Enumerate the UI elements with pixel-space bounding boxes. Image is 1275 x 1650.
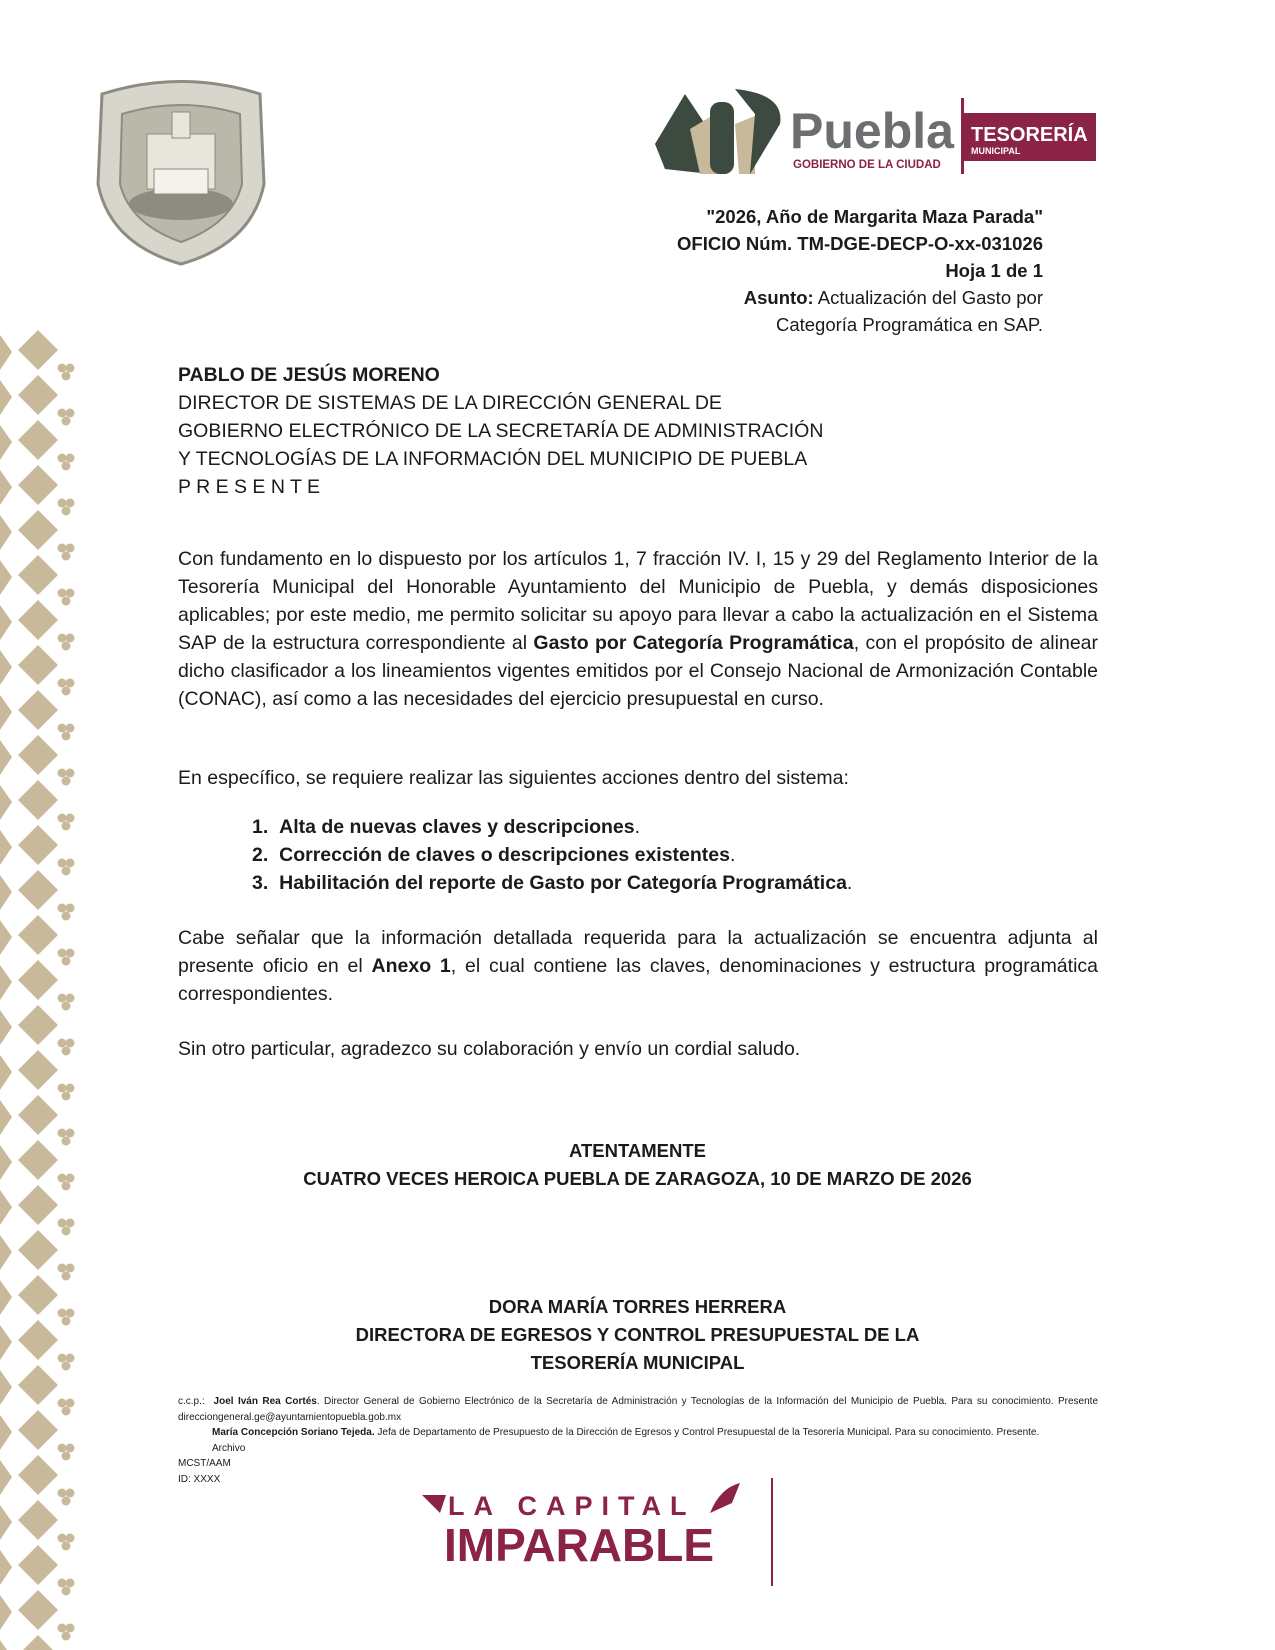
border-half-diamond <box>0 605 12 640</box>
signer-title-2: TESORERÍA MUNICIPAL <box>530 1352 745 1373</box>
svg-text:GOBIERNO DE LA CIUDAD: GOBIERNO DE LA CIUDAD <box>793 159 941 171</box>
border-clover <box>62 957 71 966</box>
border-clover <box>62 417 71 426</box>
border-clover <box>62 1497 71 1506</box>
ccp-2: María Concepción Soriano Tejeda. Jefa de Departamento de Presupuesto de la Dirección de Egresos y Control Presupuestal de la Tesorería Municipal. Para su conocimiento. Presente. <box>212 1427 1040 1438</box>
border-clover <box>62 1227 71 1236</box>
border-half-diamond <box>0 1505 12 1540</box>
border-diamond <box>18 1545 58 1585</box>
border-clover <box>58 1399 67 1408</box>
svg-text:MUNICIPAL: MUNICIPAL <box>971 146 1021 156</box>
puebla-wordmark: Puebla <box>790 103 954 159</box>
border-half-diamond <box>0 965 12 1000</box>
border-half-diamond <box>0 560 12 595</box>
border-diamond <box>18 1410 58 1450</box>
border-clover <box>62 1092 71 1101</box>
border-half-diamond <box>0 1550 12 1585</box>
border-clover <box>66 1399 75 1408</box>
border-diamond <box>18 1050 58 1090</box>
recipient-title-2: GOBIERNO ELECTRÓNICO DE LA SECRETARÍA DE ADMINISTRACIÓN <box>178 420 824 442</box>
border-diamond <box>18 330 58 370</box>
border-clover <box>58 1039 67 1048</box>
border-clover <box>66 949 75 958</box>
border-half-diamond <box>0 1595 12 1630</box>
border-clover <box>62 642 71 651</box>
border-clover <box>66 1219 75 1228</box>
border-diamond <box>18 420 58 460</box>
border-clover <box>62 597 71 606</box>
recipient-title-3: Y TECNOLOGÍAS DE LA INFORMACIÓN DEL MUNICIPIO DE PUEBLA <box>178 448 808 470</box>
border-half-diamond <box>0 875 12 910</box>
border-clover <box>58 1579 67 1588</box>
border-clover <box>58 364 67 373</box>
border-clover <box>66 1489 75 1498</box>
border-diamond <box>18 1635 58 1650</box>
border-clover <box>62 912 71 921</box>
border-diamond <box>18 1590 58 1630</box>
initials: MCST/AAM <box>178 1458 231 1469</box>
border-clover <box>66 1264 75 1273</box>
oficio-number: OFICIO Núm. TM-DGE-DECP-O-xx-031026 <box>677 233 1043 254</box>
border-clover <box>66 1579 75 1588</box>
border-clover <box>62 867 71 876</box>
border-clover <box>66 364 75 373</box>
border-diamond <box>18 600 58 640</box>
svg-text:LA CAPITAL: LA CAPITAL <box>448 1491 696 1521</box>
border-clover <box>58 859 67 868</box>
border-clover <box>66 994 75 1003</box>
signer-name: DORA MARÍA TORRES HERRERA <box>488 1296 787 1317</box>
border-diamond <box>18 825 58 865</box>
border-diamond <box>18 1095 58 1135</box>
border-clover <box>66 904 75 913</box>
border-diamond <box>18 870 58 910</box>
border-clover <box>62 1632 71 1641</box>
border-half-diamond <box>0 695 12 730</box>
border-clover <box>58 1084 67 1093</box>
border-clover <box>66 1444 75 1453</box>
border-half-diamond <box>0 920 12 955</box>
svg-text:TESORERÍA: TESORERÍA <box>971 124 1088 146</box>
border-clover <box>66 1039 75 1048</box>
border-diamond <box>18 1230 58 1270</box>
actions-list <box>252 813 852 897</box>
divider <box>771 1478 773 1586</box>
paragraph-4: Sin otro particular, agradezco su colaboración y envío un cordial saludo. <box>178 1038 801 1060</box>
border-clover <box>62 462 71 471</box>
border-half-diamond <box>0 785 12 820</box>
puebla-tesoreria-logo <box>655 84 1100 180</box>
border-half-diamond <box>0 1460 12 1495</box>
border-half-diamond <box>0 650 12 685</box>
subject: Asunto: Actualización del Gasto por <box>743 287 1043 308</box>
border-half-diamond <box>0 1640 12 1650</box>
border-clover <box>62 1407 71 1416</box>
border-diamond <box>18 1500 58 1540</box>
border-clover <box>66 724 75 733</box>
border-diamond <box>18 780 58 820</box>
border-clover <box>58 724 67 733</box>
border-clover <box>66 544 75 553</box>
border-clover <box>62 1452 71 1461</box>
signer-title-1: DIRECTORA DE EGRESOS Y CONTROL PRESUPUESTAL DE LA <box>355 1324 920 1345</box>
border-clover <box>66 814 75 823</box>
border-clover <box>58 1534 67 1543</box>
recipient-title-1: DIRECTOR DE SISTEMAS DE LA DIRECCIÓN GENERAL DE <box>178 392 722 414</box>
border-clover <box>62 777 71 786</box>
place-date: CUATRO VECES HEROICA PUEBLA DE ZARAGOZA, 10 DE MARZO DE 2026 <box>303 1168 972 1189</box>
border-clover <box>62 732 71 741</box>
border-clover <box>66 769 75 778</box>
border-clover <box>66 1084 75 1093</box>
border-clover <box>58 814 67 823</box>
border-diamond <box>18 465 58 505</box>
border-half-diamond <box>0 515 12 550</box>
border-half-diamond <box>0 1190 12 1225</box>
border-clover <box>58 1264 67 1273</box>
year-motto: "2026, Año de Margarita Maza Parada" <box>706 206 1043 227</box>
border-half-diamond <box>0 830 12 865</box>
border-clover <box>58 544 67 553</box>
presente: P R E S E N T E <box>178 476 320 498</box>
border-clover <box>58 634 67 643</box>
border-clover <box>66 499 75 508</box>
border-clover <box>58 1219 67 1228</box>
border-clover <box>62 687 71 696</box>
border-diamond <box>18 1005 58 1045</box>
border-clover <box>62 1542 71 1551</box>
border-clover <box>66 679 75 688</box>
page-count: Hoja 1 de 1 <box>945 260 1043 281</box>
border-clover <box>58 499 67 508</box>
subject-line2: Categoría Programática en SAP. <box>775 314 1043 335</box>
border-diamond <box>18 510 58 550</box>
border-clover <box>66 634 75 643</box>
paragraph-2: En específico, se requiere realizar las siguientes acciones dentro del sistema: <box>178 767 849 789</box>
border-half-diamond <box>0 425 12 460</box>
border-diamond <box>18 960 58 1000</box>
border-clover <box>58 589 67 598</box>
border-clover <box>58 949 67 958</box>
border-clover <box>62 1272 71 1281</box>
border-clover <box>62 822 71 831</box>
ccp-1: c.c.p.: Joel Iván Rea Cortés. Director General de Gobierno Electrónico de la Secretaría de Administración y Tecnologías de la Información del Municipio de Puebla. Para su conocimiento. Presente direcciongeneral.ge@ayuntamientopuebla.gob.mx <box>178 1396 1099 1423</box>
border-half-diamond <box>0 470 12 505</box>
document-id: ID: XXXX <box>178 1473 221 1485</box>
border-clover <box>58 994 67 1003</box>
border-diamond <box>18 1455 58 1495</box>
la-capital-imparable-logo <box>420 1473 740 1583</box>
border-half-diamond <box>0 1100 12 1135</box>
border-clover <box>62 1002 71 1011</box>
border-half-diamond <box>0 1055 12 1090</box>
list-item: 2. Corrección de claves o descripciones existentes. <box>252 844 736 866</box>
border-clover <box>66 409 75 418</box>
list-item: 1. Alta de nuevas claves y descripciones. <box>252 816 641 838</box>
border-clover <box>62 372 71 381</box>
border-clover <box>58 454 67 463</box>
municipal-seal-logo <box>92 74 270 266</box>
border-clover <box>66 589 75 598</box>
border-clover <box>66 454 75 463</box>
svg-text:IMPARABLE: IMPARABLE <box>444 1519 715 1571</box>
border-half-diamond <box>0 335 12 370</box>
border-clover <box>58 1489 67 1498</box>
border-diamond <box>18 555 58 595</box>
border-clover <box>58 1624 67 1633</box>
border-half-diamond <box>0 1415 12 1450</box>
border-clover <box>58 409 67 418</box>
border-clover <box>62 1047 71 1056</box>
border-clover <box>66 1534 75 1543</box>
archivo: Archivo <box>212 1442 246 1454</box>
border-diamond <box>18 690 58 730</box>
border-clover <box>62 1587 71 1596</box>
paragraph-3: Cabe señalar que la información detallada requerida para la actualización se encuentra adjunta al presente oficio en el Anexo 1, el cual contiene las claves, denominaciones y estructura programática correspondientes. <box>178 927 1098 1005</box>
recipient-block <box>178 361 1098 501</box>
border-half-diamond <box>0 740 12 775</box>
border-clover <box>58 904 67 913</box>
border-clover <box>58 769 67 778</box>
border-clover <box>62 552 71 561</box>
border-clover <box>66 859 75 868</box>
border-diamond <box>18 375 58 415</box>
atentamente: ATENTAMENTE <box>568 1140 707 1161</box>
list-item: 3. Habilitación del reporte de Gasto por Categoría Programática. <box>252 872 853 894</box>
border-half-diamond <box>0 1235 12 1270</box>
border-diamond <box>18 915 58 955</box>
border-clover <box>62 507 71 516</box>
border-half-diamond <box>0 1010 12 1045</box>
border-clover <box>58 1444 67 1453</box>
decorative-border <box>0 330 80 1650</box>
border-half-diamond <box>0 380 12 415</box>
paragraph-1: Con fundamento en lo dispuesto por los artículos 1, 7 fracción IV. I, 15 y 29 del Reglamento Interior de la Tesorería Municipal del Honorable Ayuntamiento del Municipio de Puebla, y demás disposiciones aplicables; por este medio, me permito solicitar su apoyo para llevar a cabo la actualización en el Sistema SAP de la estructura correspondiente al Gasto por Categoría Programática, con el propósito de alinear dicho clasificador a los lineamientos vigentes emitidos por el Consejo Nacional de Armonización Contable (CONAC), así como a las necesidades del ejercicio presupuestal en curso. <box>178 548 1098 710</box>
border-clover <box>66 1624 75 1633</box>
border-diamond <box>18 735 58 775</box>
border-diamond <box>18 645 58 685</box>
document-header <box>677 203 1043 338</box>
border-clover <box>58 679 67 688</box>
recipient-name: PABLO DE JESÚS MORENO <box>178 364 440 386</box>
